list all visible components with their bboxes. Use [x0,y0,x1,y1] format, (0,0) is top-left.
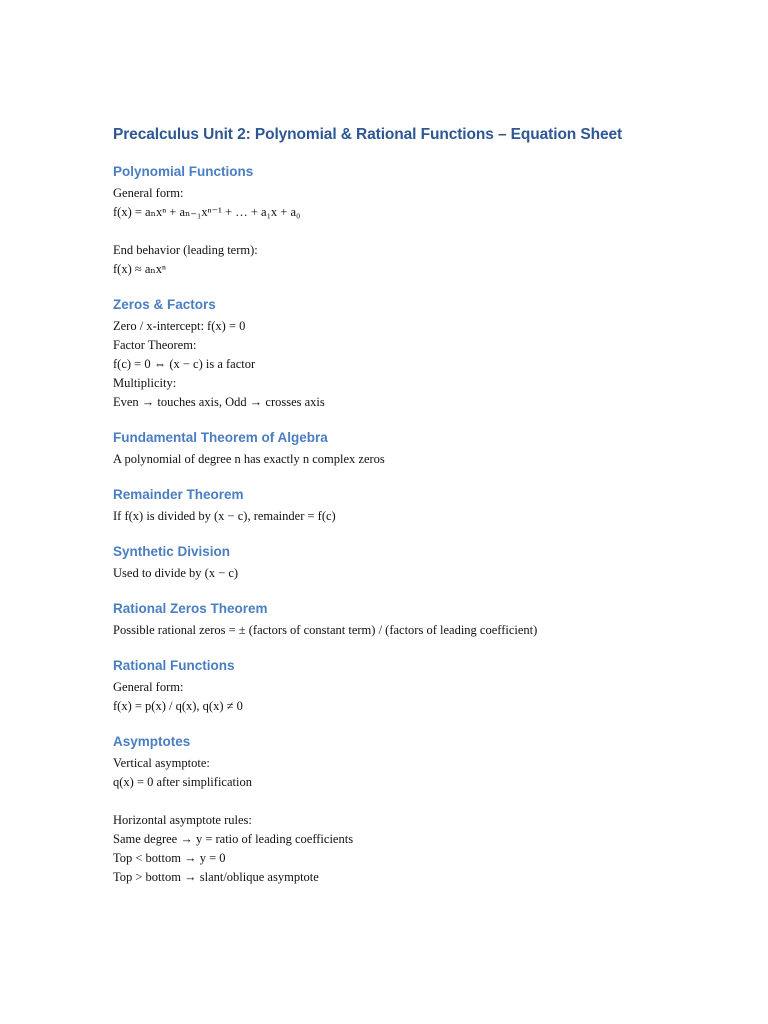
text-line: Factor Theorem: [113,338,197,352]
section-heading: Rational Functions [113,658,235,673]
equation-line: q(x) = 0 after simplification [113,775,252,789]
section-heading: Rational Zeros Theorem [113,601,268,616]
page-title: Precalculus Unit 2: Polynomial & Rational Functions – Equation Sheet [113,126,623,143]
section-heading: Synthetic Division [113,544,231,559]
text-line: If f(x) is divided by (x − c), remainder = f(c) [113,509,336,523]
blank-line [113,792,733,811]
equation-line: f(x) = aₙxⁿ + aₙ₋₁xⁿ⁻¹ + … + a₁x + a₀ [113,205,301,219]
section-asymptotes [113,732,733,887]
text-line: End behavior (leading term): [113,243,258,257]
section-zeros-factors [113,295,733,412]
text-line: Multiplicity: [113,376,177,390]
text-line: Used to divide by (x − c) [113,566,239,580]
section-heading: Zeros & Factors [113,297,216,312]
equation-line: f(x) = p(x) / q(x), q(x) ≠ 0 [113,699,243,713]
section-heading: Remainder Theorem [113,487,244,502]
equation-line: f(x) ≈ aₙxⁿ [113,262,166,276]
text-line: Same degree → y = ratio of leading coefficients [113,832,354,846]
section-heading: Fundamental Theorem of Algebra [113,430,328,445]
text-line: Top < bottom → y = 0 [113,851,226,865]
section-rational-functions [113,656,733,716]
section-synthetic-division [113,542,733,583]
text-line: Zero / x-intercept: f(x) = 0 [113,319,246,333]
text-line: A polynomial of degree n has exactly n complex zeros [113,452,385,466]
blank-line [113,222,733,241]
section-polynomial-functions [113,162,733,279]
text-line: General form: [113,680,184,694]
text-line: Even → touches axis, Odd → crosses axis [113,395,325,409]
section-heading: Asymptotes [113,734,191,749]
section-fundamental-theorem [113,428,733,469]
text-line: Top > bottom → slant/oblique asymptote [113,870,319,884]
section-rational-zeros [113,599,733,640]
document-page [113,124,733,887]
section-remainder-theorem [113,485,733,526]
text-line: Horizontal asymptote rules: [113,813,252,827]
text-line: Possible rational zeros = ± (factors of constant term) / (factors of leading coefficient) [113,623,538,637]
text-line: General form: [113,186,184,200]
equation-line: f(c) = 0 ⇔ (x − c) is a factor [113,357,256,371]
section-heading: Polynomial Functions [113,164,254,179]
text-line: Vertical asymptote: [113,756,210,770]
